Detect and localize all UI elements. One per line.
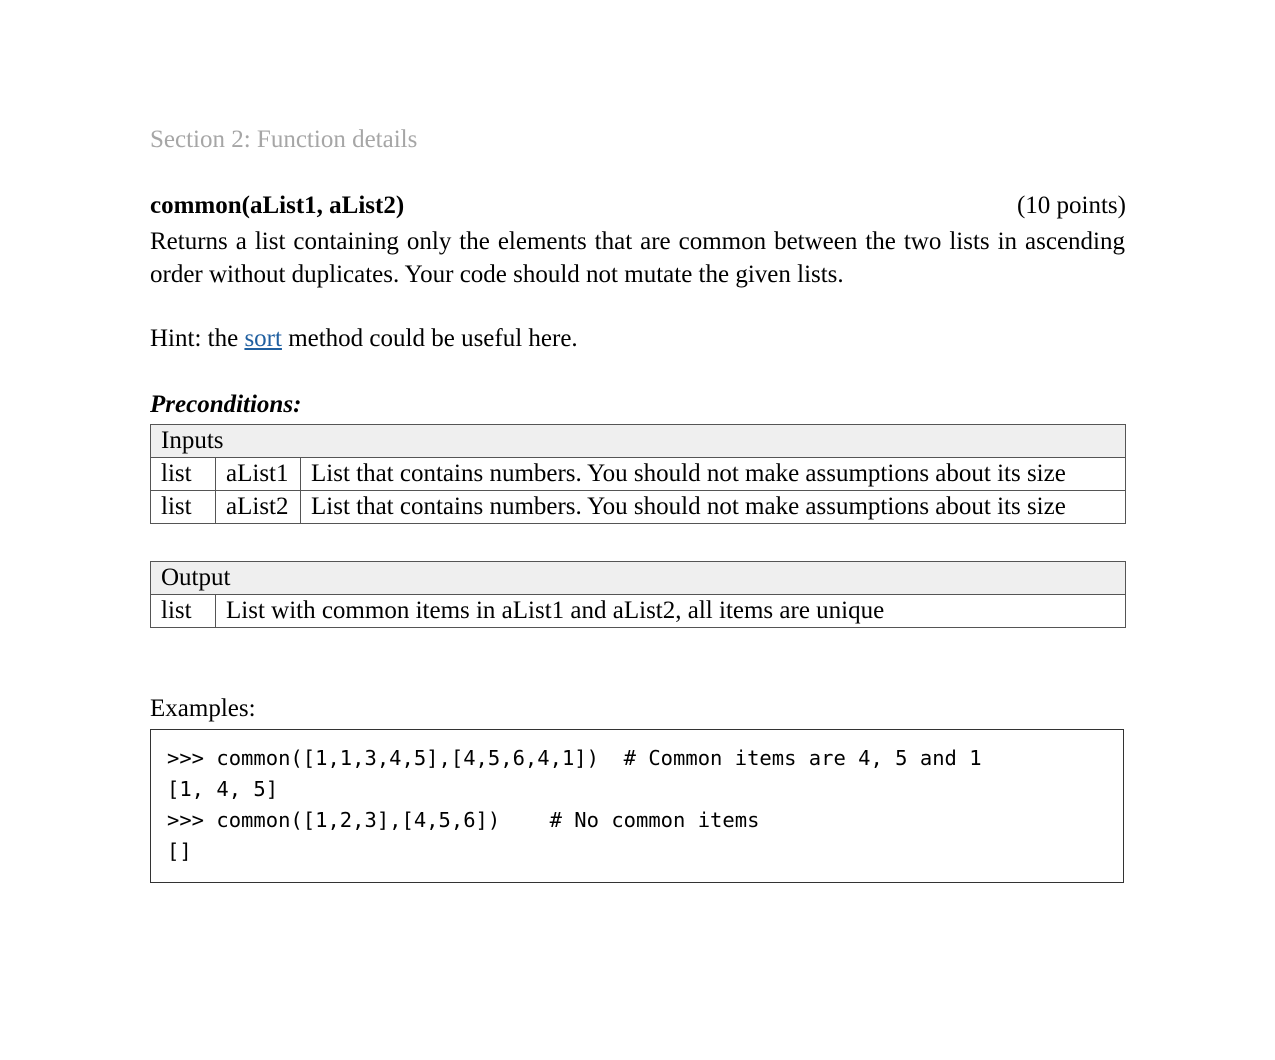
input-description: List that contains numbers. You should not make assumptions about its size <box>301 458 1126 491</box>
table-row <box>151 491 1126 524</box>
hint-prefix: Hint: the <box>150 325 245 352</box>
output-header-row <box>151 562 1126 595</box>
input-type: list <box>151 491 216 524</box>
inputs-header: Inputs <box>151 425 1126 458</box>
input-type: list <box>151 458 216 491</box>
input-description: List that contains numbers. You should not make assumptions about its size <box>301 491 1126 524</box>
preconditions-label: Preconditions: <box>150 391 302 418</box>
hint-suffix: method could be useful here. <box>281 325 578 352</box>
table-row <box>151 595 1126 628</box>
output-header: Output <box>151 562 1126 595</box>
function-description: Returns a list containing only the elements that are common between the two lists in ascending order without duplicates. Your code should not mutate the given lists. <box>150 228 1125 288</box>
output-table <box>150 561 1126 628</box>
examples-label: Examples: <box>150 695 256 722</box>
sort-link[interactable]: sort <box>244 325 282 352</box>
points-label: (10 points) <box>1016 192 1126 219</box>
function-header <box>150 192 1126 220</box>
code-example-box <box>150 729 1124 883</box>
code-line: >>> common([1,1,3,4,5],[4,5,6,4,1]) # Common items are 4, 5 and 1 <box>167 746 982 770</box>
code-line: [] <box>167 839 192 863</box>
table-row <box>151 458 1126 491</box>
input-name: aList2 <box>216 491 301 524</box>
inputs-header-row <box>151 425 1126 458</box>
code-line: >>> common([1,2,3],[4,5,6]) # No common items <box>167 808 760 832</box>
hint-text <box>150 325 578 353</box>
function-signature: common(aList1, aList2) <box>150 192 405 219</box>
input-name: aList1 <box>216 458 301 491</box>
section-title: Section 2: Function details <box>150 126 418 153</box>
inputs-table <box>150 424 1126 524</box>
output-type: list <box>151 595 216 628</box>
output-description: List with common items in aList1 and aList2, all items are unique <box>216 595 1126 628</box>
code-line: [1, 4, 5] <box>167 777 279 801</box>
